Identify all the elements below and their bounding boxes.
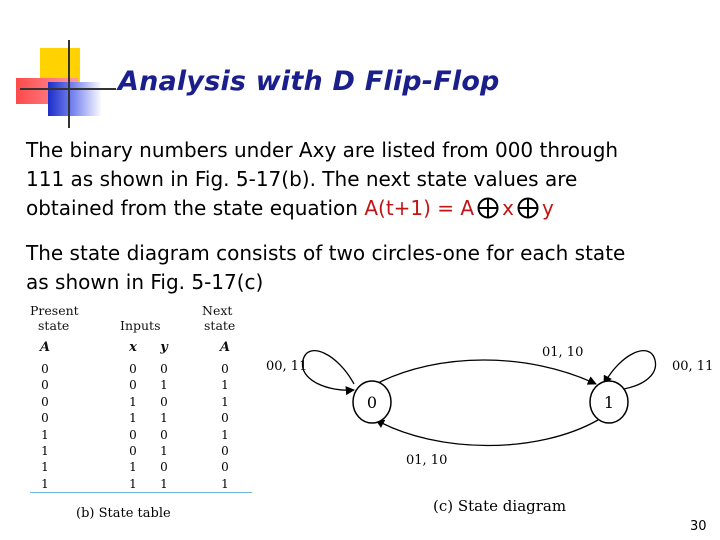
table-cell: 0 [129,378,137,393]
column-input-x [124,361,142,492]
logo-horizontal-line [20,88,116,90]
table-cell: 0 [160,362,168,376]
header-next: Next [202,303,233,318]
table-cell: 0 [129,443,137,458]
transition-0-to-1-label: 01, 10 [542,345,584,360]
state-1-label: 1 [603,393,615,412]
table-cell: 1 [129,411,137,426]
table-cell: 0 [160,394,168,409]
self-loop-1-label: 00, 11 [672,359,714,374]
table-cell: 0 [129,362,137,376]
transition-1-to-0-label: 01, 10 [406,453,448,468]
table-cell: 0 [41,378,49,393]
table-cell: 1 [160,443,168,458]
header-var-A: A [39,340,51,355]
equation-intro: obtained from the state equation [26,196,365,220]
equation-x: x [502,196,514,220]
equation-y: y [541,196,554,220]
header-present: Present [30,303,79,318]
paragraph-line [26,194,618,223]
table-cell: 0 [160,427,168,442]
equation-lhs: A(t+1) = A [364,196,475,220]
table-cell: 0 [221,460,229,475]
header-var-next-A: A [219,340,231,355]
diagram-caption: (c) State diagram [433,497,567,515]
xor-icon [517,197,539,219]
state-diagram [258,334,714,494]
table-cell: 1 [160,476,168,491]
transition-1-to-0 [376,420,598,446]
table-cell: 0 [41,411,49,426]
transition-0-to-1 [376,360,596,384]
table-cell: 0 [129,427,137,442]
column-present-A [36,361,54,492]
table-cell: 1 [41,476,49,491]
logo-vertical-line [68,40,70,128]
paragraph-line: The binary numbers under Axy are listed from 000 through [26,138,619,162]
table-cell: 1 [41,443,49,458]
state-table [26,303,256,525]
self-loop-0-label: 00, 11 [266,359,308,374]
table-caption: (b) State table [76,506,171,521]
table-cell: 1 [129,476,137,491]
table-cell: 0 [221,362,229,376]
state-0-label: 0 [366,393,378,412]
paragraph-line: 111 as shown in Fig. 5-17(b). The next state values are [26,167,578,191]
header-var-y: y [160,340,168,355]
table-cell: 1 [221,427,229,442]
table-cell: 0 [41,394,49,409]
table-cell: 0 [221,411,229,426]
table-cell: 1 [160,378,168,393]
table-cell: 0 [221,443,229,458]
column-input-y [155,361,173,492]
table-cell: 1 [129,460,137,475]
table-rule [30,492,252,493]
table-cell: 1 [221,394,229,409]
table-cell: 1 [221,476,229,491]
header-next-state: state [204,318,236,333]
xor-icon [477,197,499,219]
table-cell: 1 [41,460,49,475]
slide-title: Analysis with D Flip-Flop [118,66,500,97]
table-cell: 1 [129,394,137,409]
paragraph-state-diagram [26,239,625,297]
table-cell: 1 [41,427,49,442]
table-cell: 1 [160,411,168,426]
column-next-A [216,361,234,492]
paragraph-line: as shown in Fig. 5-17(c) [26,270,264,294]
header-inputs: Inputs [120,318,161,333]
header-var-x: x [129,340,137,355]
page-number: 30 [690,519,707,534]
paragraph-line: The state diagram consists of two circles-one for each state [26,241,626,265]
self-loop-0 [302,351,354,391]
table-cell: 0 [41,362,49,376]
table-cell: 0 [160,460,168,475]
paragraph-equation [26,136,618,223]
table-cell: 1 [221,378,229,393]
header-present-state: state [38,318,70,333]
